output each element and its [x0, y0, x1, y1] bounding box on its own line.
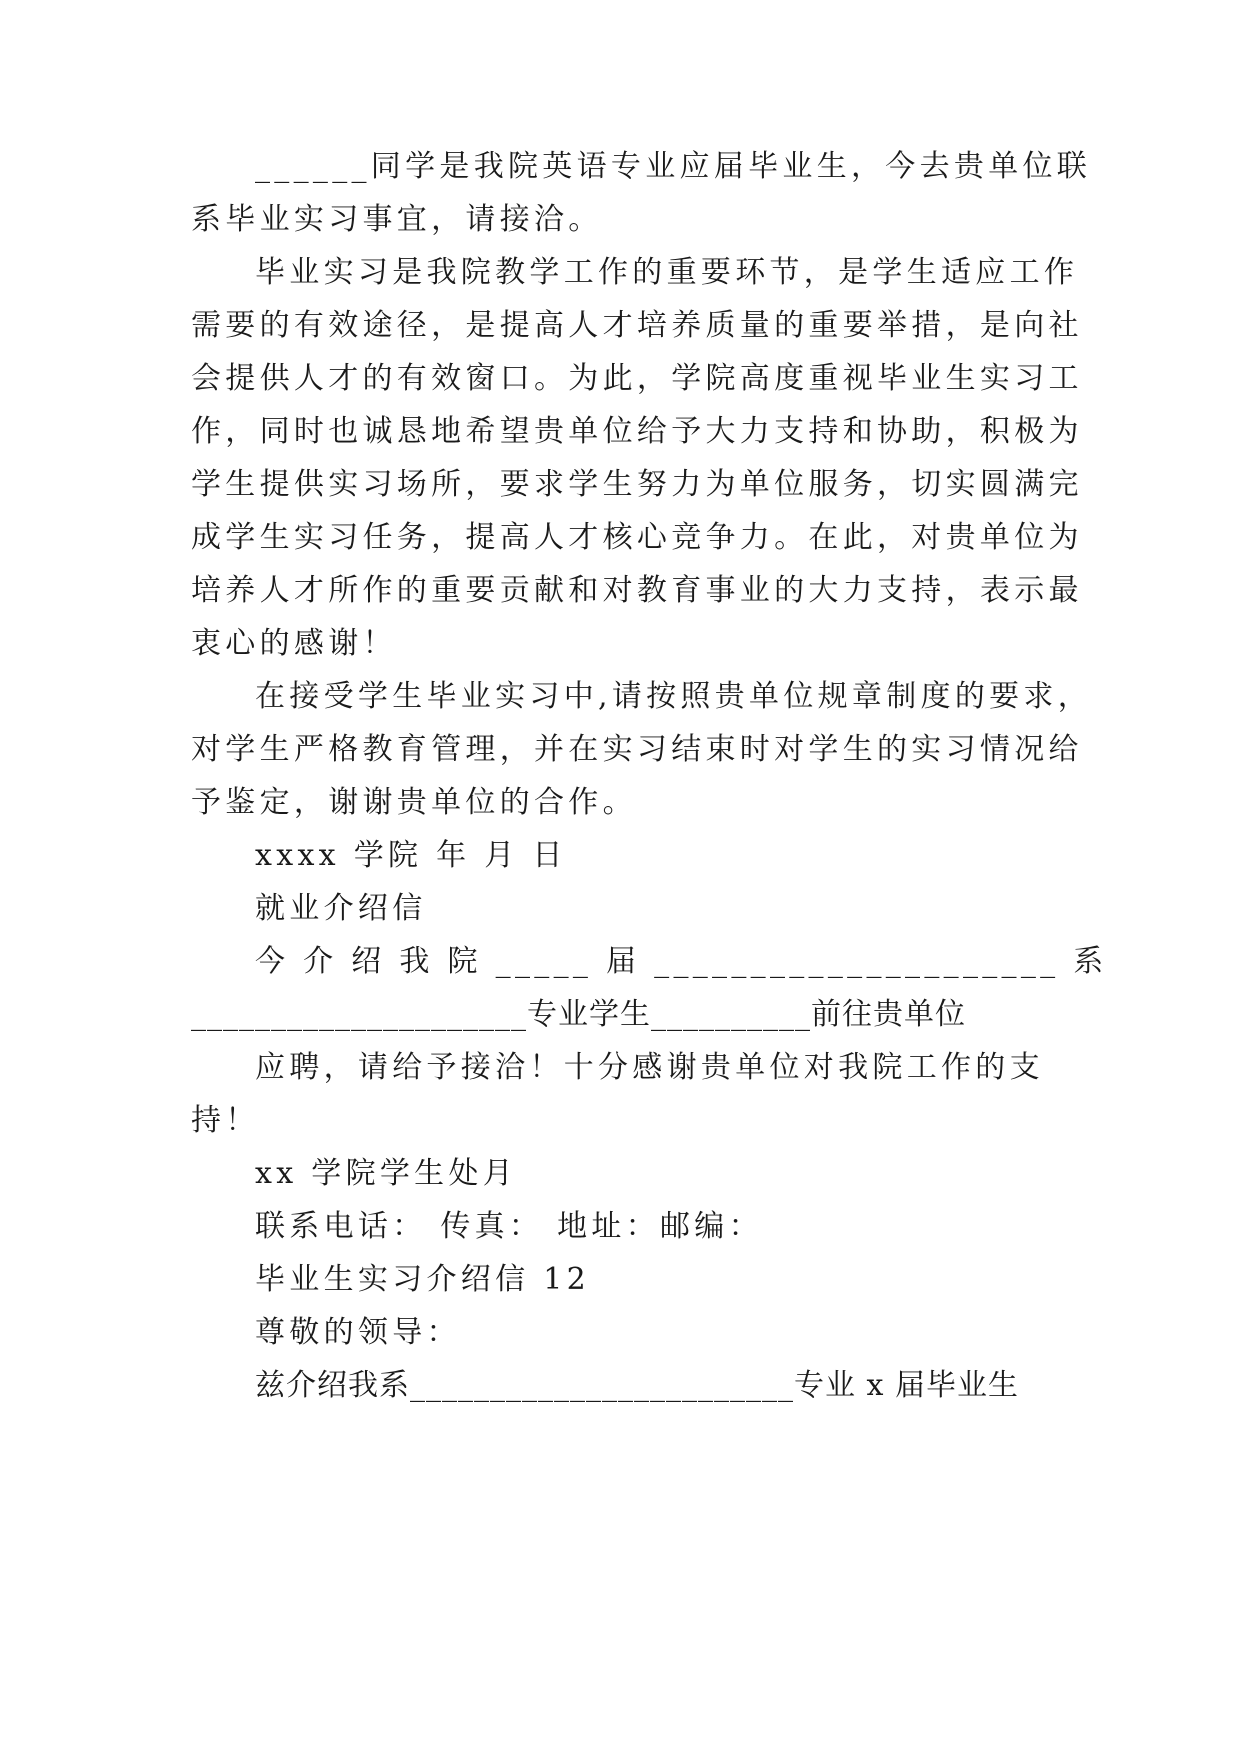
text-line-support: 持！	[191, 1103, 260, 1138]
section-title-internship-letter: 毕业生实习介绍信 12	[255, 1262, 591, 1297]
text-line-6: 作，同时也诚恳地希望贵单位给予大力支持和协助，积极为	[191, 414, 1083, 449]
text-line-introduce: 今 介 绍 我 院 _____ 届 _____________________ 系	[255, 944, 1108, 979]
text-line-major-blank: _____________________专业学生__________前往贵单位	[191, 997, 966, 1032]
text-line-salutation: 尊敬的领导：	[255, 1315, 461, 1350]
text-line-apply: 应聘，请给予接洽！十分感谢贵单位对我院工作的支	[255, 1050, 1044, 1085]
text-line-1: ______同学是我院英语专业应届毕业生，今去贵单位联	[255, 149, 1092, 184]
text-line-contact: 联系电话： 传真： 地址：邮编：	[255, 1209, 763, 1244]
text-line-5: 会提供人才的有效窗口。为此，学院高度重视毕业生实习工	[191, 361, 1083, 396]
text-line-13: 予鉴定，谢谢贵单位的合作。	[191, 785, 637, 820]
text-line-office: xx 学院学生处月	[255, 1156, 518, 1191]
text-line-10: 衷心的感谢！	[191, 626, 397, 661]
text-line-9: 培养人才所作的重要贡献和对教育事业的大力支持，表示最	[191, 573, 1083, 608]
text-line-8: 成学生实习任务，提高人才核心竞争力。在此，对贵单位为	[191, 520, 1083, 555]
text-line-11: 在接受学生毕业实习中,请按照贵单位规章制度的要求，	[255, 679, 1093, 714]
section-title-employment-letter: 就业介绍信	[255, 891, 427, 926]
text-line-7: 学生提供实习场所，要求学生努力为单位服务，切实圆满完	[191, 467, 1083, 502]
text-line-12: 对学生严格教育管理，并在实习结束时对学生的实习情况给	[191, 732, 1083, 767]
text-line-4: 需要的有效途径，是提高人才培养质量的重要举措，是向社	[191, 308, 1083, 343]
text-line-3: 毕业实习是我院教学工作的重要环节，是学生适应工作	[255, 255, 1079, 290]
signature-date-line: xxxx 学院 年 月 日	[255, 838, 567, 873]
text-line-2: 系毕业实习事宜，请接洽。	[191, 202, 603, 237]
text-line-introduce-department: 兹介绍我系________________________专业 x 届毕业生	[255, 1368, 1019, 1403]
